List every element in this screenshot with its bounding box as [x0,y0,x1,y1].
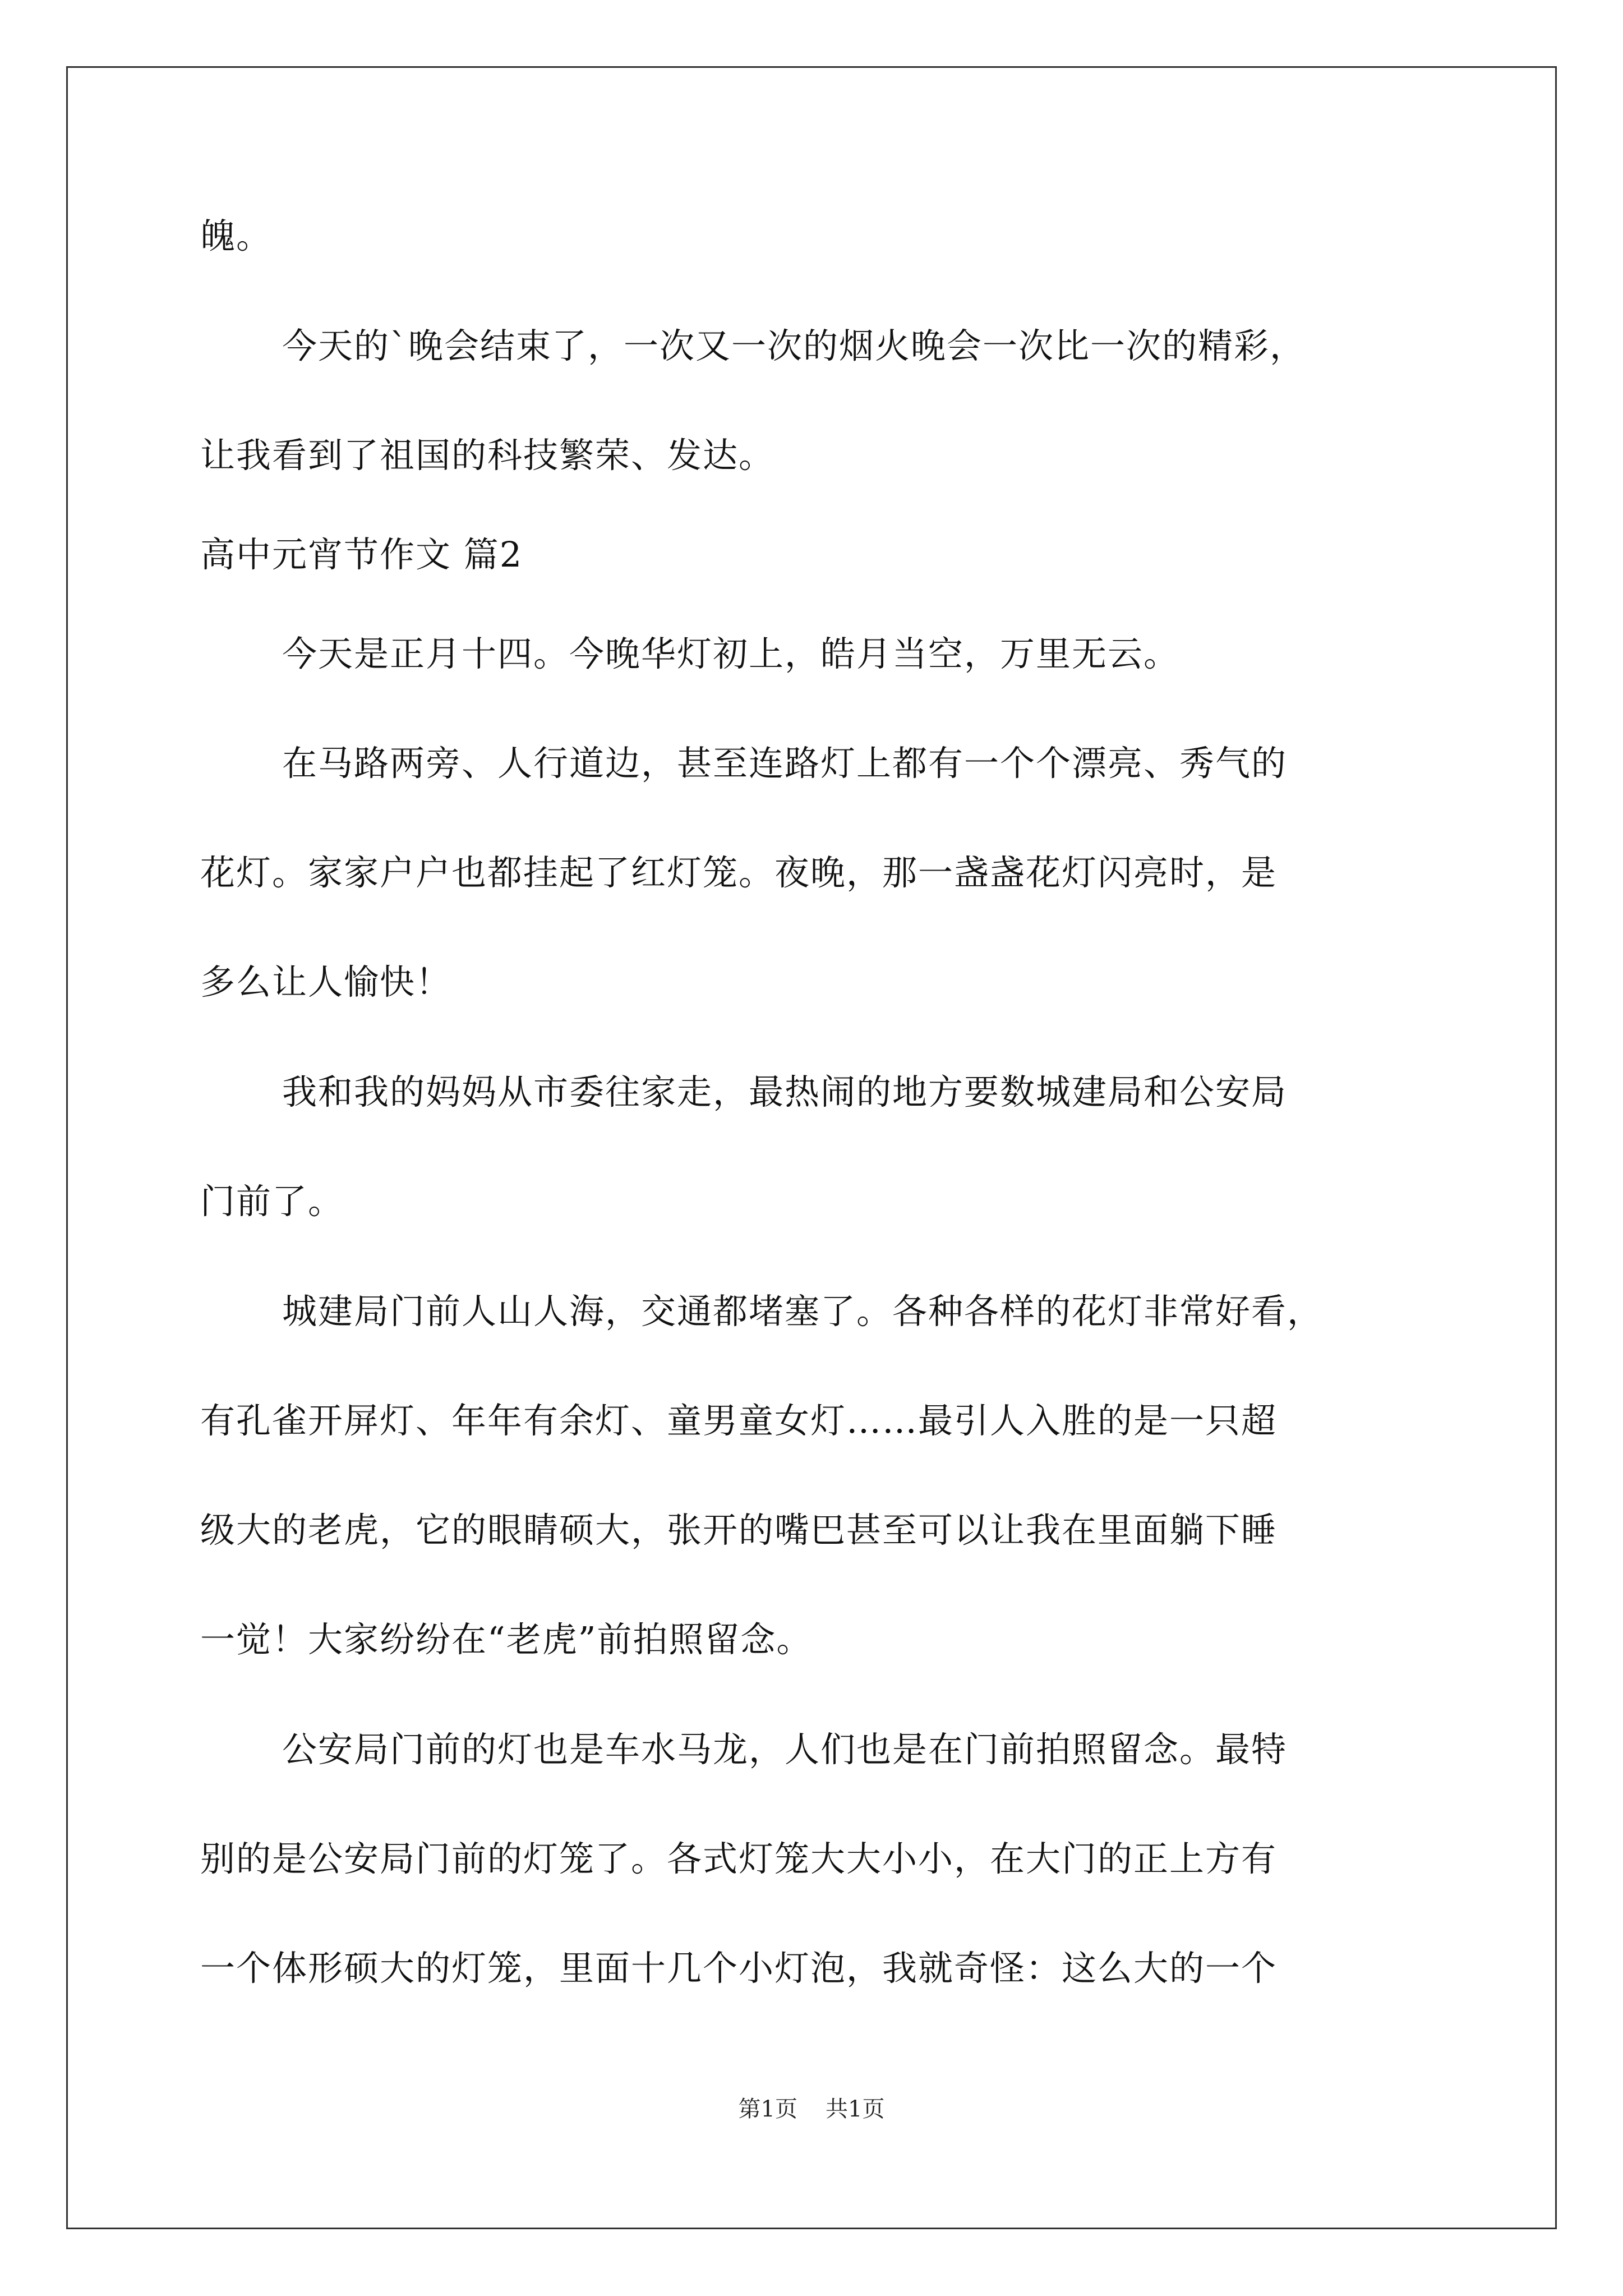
paragraph-start-line: 城建局门前人山人海，交通都堵塞了。各种各样的花灯非常好看， [282,1291,1324,1332]
paragraph-start-line: 在马路两旁、人行道边，甚至连路灯上都有一个个漂亮、秀气的 [282,743,1288,784]
page-number-total: 共1页 [826,2096,885,2122]
text-line: 门前了。 [200,1181,344,1222]
page-footer [0,2098,1623,2120]
paragraph-start-line: 我和我的妈妈从市委往家走，最热闹的地方要数城建局和公安局 [282,1071,1288,1112]
paragraph-start-line: 公安局门前的灯也是车水马龙，人们也是在门前拍照留念。最特 [282,1729,1288,1770]
text-line: 级大的老虎，它的眼睛硕大，张开的嘴巴甚至可以让我在里面躺下睡 [200,1510,1278,1550]
text-line: 有孔雀开屏灯、年年有余灯、童男童女灯……最引人入胜的是一只超 [200,1400,1278,1441]
text-line: 一觉！大家纷纷在“老虎”前拍照留念。 [200,1619,813,1660]
page-number-current: 第1页 [738,2096,797,2122]
section-heading: 高中元宵节作文 篇2 [200,534,523,575]
document-body [200,215,1434,1989]
text-line: 让我看到了祖国的科技繁荣、发达。 [200,435,775,476]
text-line: 花灯。家家户户也都挂起了红灯笼。夜晚，那一盏盏花灯闪亮时，是 [200,852,1278,893]
paragraph-start-line: 今天是正月十四。今晚华灯初上，皓月当空，万里无云。 [282,633,1180,674]
paragraph-start-line: 今天的`晚会结束了，一次又一次的烟火晚会一次比一次的精彩， [282,325,1306,366]
text-line: 魄。 [200,215,273,256]
text-line: 一个体形硕大的灯笼，里面十几个小灯泡，我就奇怪：这么大的一个 [200,1948,1278,1989]
text-line: 多么让人愉快！ [200,961,452,1002]
text-line: 别的是公安局门前的灯笼了。各式灯笼大大小小，在大门的正上方有 [200,1838,1278,1879]
